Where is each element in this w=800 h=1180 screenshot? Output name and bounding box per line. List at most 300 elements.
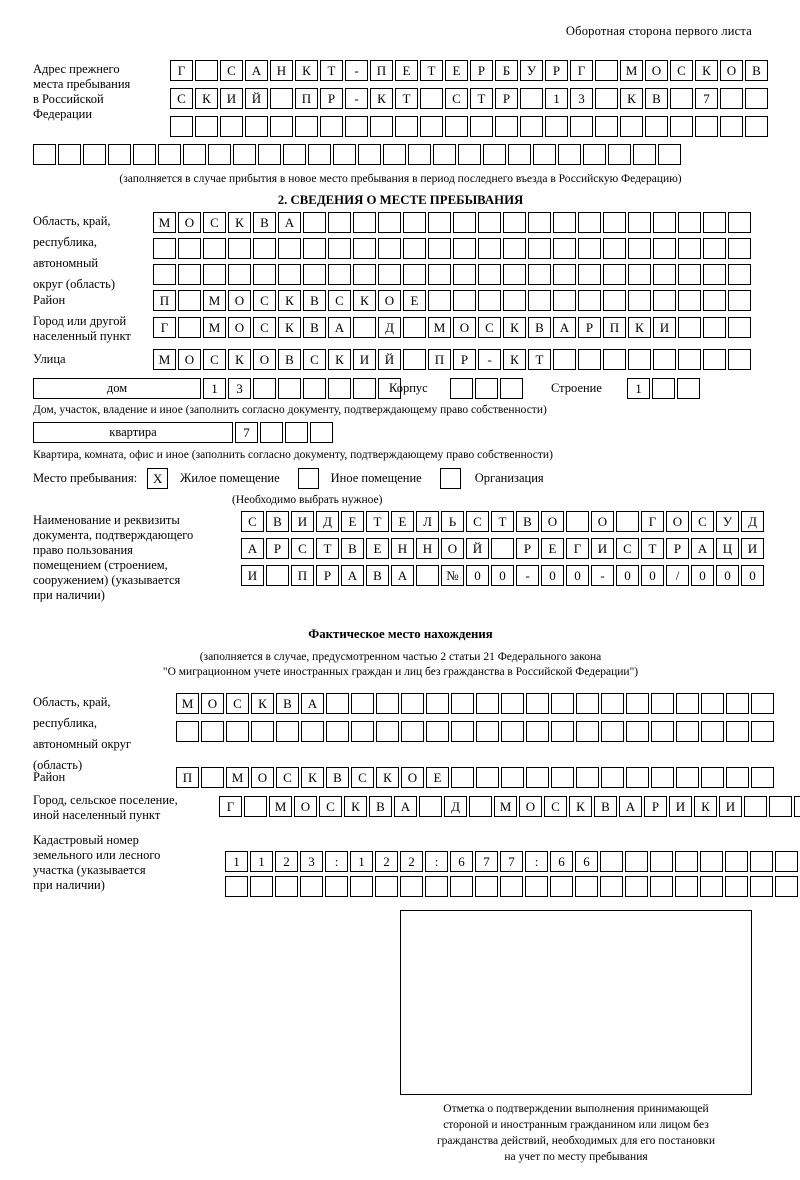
- document-cell[interactable]: Е: [341, 511, 364, 532]
- cadastral-cell[interactable]: [700, 876, 723, 897]
- city-cell[interactable]: В: [528, 317, 551, 338]
- region-cell[interactable]: [403, 238, 426, 259]
- actual-district-cell[interactable]: [701, 767, 724, 788]
- stroenie-cell[interactable]: 1: [627, 378, 650, 399]
- prev-address-cell[interactable]: [395, 116, 418, 137]
- region-cell[interactable]: [553, 212, 576, 233]
- document-cell[interactable]: О: [541, 511, 564, 532]
- prev-address-cell[interactable]: [295, 116, 318, 137]
- district-cell[interactable]: [478, 290, 501, 311]
- cadastral-cell[interactable]: [225, 876, 248, 897]
- document-cell[interactable]: Р: [266, 538, 289, 559]
- actual-region-row-1[interactable]: [176, 693, 776, 714]
- prev-address-cell[interactable]: 7: [695, 88, 718, 109]
- actual-district-cell[interactable]: С: [351, 767, 374, 788]
- house-cells[interactable]: [203, 378, 403, 399]
- city-cell[interactable]: Г: [153, 317, 176, 338]
- actual-region-cell[interactable]: [501, 693, 524, 714]
- prev-address-cell[interactable]: [420, 88, 443, 109]
- actual-region-cell[interactable]: [326, 693, 349, 714]
- prev-address-cell[interactable]: [220, 116, 243, 137]
- prev-address-cell[interactable]: [670, 116, 693, 137]
- prev-address-row-2[interactable]: [170, 88, 770, 109]
- document-cell[interactable]: Т: [491, 511, 514, 532]
- document-cell[interactable]: Р: [316, 565, 339, 586]
- prev-address-cell[interactable]: [620, 116, 643, 137]
- actual-district-cell[interactable]: О: [251, 767, 274, 788]
- house-cell[interactable]: [303, 378, 326, 399]
- actual-city-cell[interactable]: М: [269, 796, 292, 817]
- cadastral-cell[interactable]: [650, 876, 673, 897]
- region-cell[interactable]: [378, 212, 401, 233]
- region-cell[interactable]: [603, 212, 626, 233]
- actual-region-cell[interactable]: [576, 693, 599, 714]
- prev-address-cell[interactable]: [370, 116, 393, 137]
- document-cell[interactable]: А: [341, 565, 364, 586]
- actual-district-cell[interactable]: С: [276, 767, 299, 788]
- document-cell[interactable]: 0: [616, 565, 639, 586]
- district-cell[interactable]: [628, 290, 651, 311]
- cadastral-cell[interactable]: [650, 851, 673, 872]
- actual-district-cell[interactable]: [626, 767, 649, 788]
- city-cell[interactable]: И: [653, 317, 676, 338]
- street-cell[interactable]: [703, 349, 726, 370]
- region-cell[interactable]: [453, 264, 476, 285]
- document-cell[interactable]: П: [291, 565, 314, 586]
- prev-address-cell[interactable]: [408, 144, 431, 165]
- region-cell[interactable]: [178, 238, 201, 259]
- cadastral-row-1[interactable]: [225, 851, 800, 872]
- region-cell[interactable]: [653, 238, 676, 259]
- cadastral-cell[interactable]: 1: [250, 851, 273, 872]
- actual-region-cell[interactable]: [301, 721, 324, 742]
- city-cell[interactable]: [403, 317, 426, 338]
- actual-region-cell[interactable]: [501, 721, 524, 742]
- prev-address-cell[interactable]: [58, 144, 81, 165]
- district-cell[interactable]: О: [228, 290, 251, 311]
- prev-address-cell[interactable]: [208, 144, 231, 165]
- street-cell[interactable]: [653, 349, 676, 370]
- cadastral-cell[interactable]: 7: [500, 851, 523, 872]
- region-cell[interactable]: [153, 264, 176, 285]
- city-cell[interactable]: А: [328, 317, 351, 338]
- actual-district-cell[interactable]: [551, 767, 574, 788]
- region-cell[interactable]: [453, 212, 476, 233]
- district-cell[interactable]: [503, 290, 526, 311]
- region-cell[interactable]: [378, 264, 401, 285]
- city-cell[interactable]: П: [603, 317, 626, 338]
- prev-address-cell[interactable]: [545, 116, 568, 137]
- cadastral-cell[interactable]: [625, 851, 648, 872]
- flat-cell[interactable]: [310, 422, 333, 443]
- city-cell[interactable]: К: [278, 317, 301, 338]
- actual-region-cell[interactable]: [576, 721, 599, 742]
- house-cell[interactable]: [278, 378, 301, 399]
- document-cell[interactable]: -: [591, 565, 614, 586]
- region-cell[interactable]: [528, 212, 551, 233]
- prev-address-cell[interactable]: 1: [545, 88, 568, 109]
- city-cell[interactable]: Р: [578, 317, 601, 338]
- actual-district-cell[interactable]: [201, 767, 224, 788]
- document-cell[interactable]: У: [716, 511, 739, 532]
- region-cell[interactable]: А: [278, 212, 301, 233]
- prev-address-cell[interactable]: [83, 144, 106, 165]
- city-cell[interactable]: К: [503, 317, 526, 338]
- actual-region-cell[interactable]: [626, 721, 649, 742]
- street-cell[interactable]: С: [203, 349, 226, 370]
- prev-address-cell[interactable]: Г: [170, 60, 193, 81]
- prev-address-cell[interactable]: И: [220, 88, 243, 109]
- prev-address-cell[interactable]: [308, 144, 331, 165]
- document-cell[interactable]: Ь: [441, 511, 464, 532]
- street-cell[interactable]: С: [303, 349, 326, 370]
- actual-district-row[interactable]: [176, 767, 776, 788]
- region-cell[interactable]: [203, 238, 226, 259]
- document-cell[interactable]: С: [466, 511, 489, 532]
- document-cell[interactable]: [266, 565, 289, 586]
- prev-address-row-3[interactable]: [170, 116, 770, 137]
- actual-district-cell[interactable]: К: [301, 767, 324, 788]
- cadastral-cell[interactable]: [700, 851, 723, 872]
- prev-address-cell[interactable]: К: [695, 60, 718, 81]
- document-cell[interactable]: И: [591, 538, 614, 559]
- prev-address-cell[interactable]: [170, 116, 193, 137]
- cadastral-cell[interactable]: 1: [350, 851, 373, 872]
- cadastral-cell[interactable]: [275, 876, 298, 897]
- street-cell[interactable]: П: [428, 349, 451, 370]
- prev-address-cell[interactable]: [195, 116, 218, 137]
- region-cell[interactable]: [703, 264, 726, 285]
- prev-address-cell[interactable]: Т: [420, 60, 443, 81]
- region-row-2[interactable]: [153, 238, 753, 259]
- actual-region-cell[interactable]: [401, 693, 424, 714]
- region-row-3[interactable]: [153, 264, 753, 285]
- actual-region-cell[interactable]: [376, 721, 399, 742]
- cadastral-cell[interactable]: [475, 876, 498, 897]
- region-cell[interactable]: [303, 264, 326, 285]
- city-cell[interactable]: О: [228, 317, 251, 338]
- prev-address-cell[interactable]: [645, 116, 668, 137]
- prev-address-cell[interactable]: О: [645, 60, 668, 81]
- region-cell[interactable]: [228, 238, 251, 259]
- actual-region-cell[interactable]: [451, 693, 474, 714]
- actual-city-cell[interactable]: С: [544, 796, 567, 817]
- district-cell[interactable]: [453, 290, 476, 311]
- actual-city-cell[interactable]: К: [569, 796, 592, 817]
- region-cell[interactable]: [553, 264, 576, 285]
- region-cell[interactable]: [603, 264, 626, 285]
- street-cell[interactable]: [603, 349, 626, 370]
- prev-address-cell[interactable]: [433, 144, 456, 165]
- actual-city-cell[interactable]: И: [719, 796, 742, 817]
- region-cell[interactable]: [428, 212, 451, 233]
- region-cell[interactable]: [353, 264, 376, 285]
- document-cell[interactable]: Е: [541, 538, 564, 559]
- document-cell[interactable]: [566, 511, 589, 532]
- street-cell[interactable]: В: [278, 349, 301, 370]
- actual-district-cell[interactable]: [576, 767, 599, 788]
- prev-address-cell[interactable]: [583, 144, 606, 165]
- prev-address-cell[interactable]: К: [620, 88, 643, 109]
- district-cell[interactable]: К: [353, 290, 376, 311]
- street-cell[interactable]: Й: [378, 349, 401, 370]
- korpus-cell[interactable]: [500, 378, 523, 399]
- cadastral-cell[interactable]: [375, 876, 398, 897]
- document-cell[interactable]: В: [341, 538, 364, 559]
- district-cell[interactable]: [428, 290, 451, 311]
- document-cell[interactable]: И: [741, 538, 764, 559]
- korpus-cell[interactable]: [450, 378, 473, 399]
- prev-address-cell[interactable]: Т: [320, 60, 343, 81]
- actual-region-cell[interactable]: О: [201, 693, 224, 714]
- document-cell[interactable]: Т: [366, 511, 389, 532]
- region-cell[interactable]: [503, 264, 526, 285]
- district-cell[interactable]: М: [203, 290, 226, 311]
- document-cell[interactable]: И: [241, 565, 264, 586]
- cadastral-cell[interactable]: 1: [225, 851, 248, 872]
- street-cell[interactable]: К: [228, 349, 251, 370]
- region-cell[interactable]: [578, 264, 601, 285]
- street-cell[interactable]: Р: [453, 349, 476, 370]
- district-cell[interactable]: [653, 290, 676, 311]
- cadastral-cell[interactable]: [675, 876, 698, 897]
- document-cell[interactable]: С: [291, 538, 314, 559]
- document-row-1[interactable]: [241, 511, 766, 532]
- document-cell[interactable]: Ц: [716, 538, 739, 559]
- region-cell[interactable]: М: [153, 212, 176, 233]
- house-cell[interactable]: [328, 378, 351, 399]
- region-cell[interactable]: [678, 212, 701, 233]
- actual-district-cell[interactable]: [751, 767, 774, 788]
- document-cell[interactable]: Д: [316, 511, 339, 532]
- actual-region-cell[interactable]: [251, 721, 274, 742]
- actual-city-cell[interactable]: М: [494, 796, 517, 817]
- actual-district-cell[interactable]: К: [376, 767, 399, 788]
- cadastral-cell[interactable]: [775, 876, 798, 897]
- cadastral-cell[interactable]: [400, 876, 423, 897]
- prev-address-cell[interactable]: [533, 144, 556, 165]
- actual-district-cell[interactable]: [726, 767, 749, 788]
- prev-address-cell[interactable]: -: [345, 88, 368, 109]
- actual-district-cell[interactable]: В: [326, 767, 349, 788]
- cadastral-cell[interactable]: 6: [450, 851, 473, 872]
- house-cell[interactable]: [253, 378, 276, 399]
- document-cell[interactable]: Т: [641, 538, 664, 559]
- actual-region-cell[interactable]: [176, 721, 199, 742]
- prev-address-cell[interactable]: С: [670, 60, 693, 81]
- actual-region-cell[interactable]: [701, 721, 724, 742]
- actual-city-cell[interactable]: [769, 796, 792, 817]
- actual-city-cell[interactable]: [794, 796, 800, 817]
- actual-region-cell[interactable]: [201, 721, 224, 742]
- cadastral-cell[interactable]: [750, 851, 773, 872]
- region-cell[interactable]: [653, 212, 676, 233]
- prev-address-cell[interactable]: [133, 144, 156, 165]
- actual-region-cell[interactable]: А: [301, 693, 324, 714]
- prev-address-cell[interactable]: П: [295, 88, 318, 109]
- prev-address-cell[interactable]: [470, 116, 493, 137]
- street-cell[interactable]: О: [253, 349, 276, 370]
- district-cell[interactable]: [603, 290, 626, 311]
- city-cell[interactable]: А: [553, 317, 576, 338]
- document-cell[interactable]: Г: [641, 511, 664, 532]
- district-cell[interactable]: [703, 290, 726, 311]
- street-cell[interactable]: -: [478, 349, 501, 370]
- region-cell[interactable]: [653, 264, 676, 285]
- actual-district-cell[interactable]: Е: [426, 767, 449, 788]
- document-cell[interactable]: №: [441, 565, 464, 586]
- document-cell[interactable]: [616, 511, 639, 532]
- actual-city-cell[interactable]: И: [669, 796, 692, 817]
- stroenie-cells[interactable]: [627, 378, 702, 399]
- actual-city-cell[interactable]: А: [619, 796, 642, 817]
- street-cell[interactable]: [553, 349, 576, 370]
- city-cell[interactable]: С: [253, 317, 276, 338]
- region-cell[interactable]: [703, 212, 726, 233]
- actual-city-cell[interactable]: К: [344, 796, 367, 817]
- region-cell[interactable]: [403, 212, 426, 233]
- region-cell[interactable]: О: [178, 212, 201, 233]
- document-cell[interactable]: 0: [716, 565, 739, 586]
- prev-address-cell[interactable]: М: [620, 60, 643, 81]
- region-cell[interactable]: [603, 238, 626, 259]
- region-cell[interactable]: [428, 264, 451, 285]
- district-cell[interactable]: [678, 290, 701, 311]
- district-cell[interactable]: [553, 290, 576, 311]
- document-cell[interactable]: Н: [391, 538, 414, 559]
- region-cell[interactable]: [478, 238, 501, 259]
- actual-region-cell[interactable]: [326, 721, 349, 742]
- prev-address-cell[interactable]: [320, 116, 343, 137]
- region-cell[interactable]: [203, 264, 226, 285]
- document-cell[interactable]: Д: [741, 511, 764, 532]
- prev-address-cell[interactable]: Р: [495, 88, 518, 109]
- region-cell[interactable]: [453, 238, 476, 259]
- region-cell[interactable]: [328, 238, 351, 259]
- actual-region-row-2[interactable]: [176, 721, 776, 742]
- region-cell[interactable]: [578, 238, 601, 259]
- region-cell[interactable]: [528, 238, 551, 259]
- prev-address-cell[interactable]: [358, 144, 381, 165]
- region-cell[interactable]: [303, 212, 326, 233]
- prev-address-cell[interactable]: [108, 144, 131, 165]
- actual-region-cell[interactable]: [401, 721, 424, 742]
- document-cell[interactable]: /: [666, 565, 689, 586]
- region-cell[interactable]: [628, 238, 651, 259]
- district-row[interactable]: [153, 290, 753, 311]
- prev-address-cell[interactable]: [595, 88, 618, 109]
- actual-city-cell[interactable]: К: [694, 796, 717, 817]
- actual-district-cell[interactable]: О: [401, 767, 424, 788]
- prev-address-cell[interactable]: [720, 88, 743, 109]
- actual-region-cell[interactable]: [551, 693, 574, 714]
- prev-address-cell[interactable]: Р: [470, 60, 493, 81]
- stamp-box[interactable]: [400, 910, 752, 1095]
- stay-type-residential-checkbox[interactable]: X: [147, 468, 168, 489]
- cadastral-cell[interactable]: 2: [375, 851, 398, 872]
- cadastral-cell[interactable]: [725, 851, 748, 872]
- korpus-cells[interactable]: [450, 378, 525, 399]
- cadastral-cell[interactable]: [350, 876, 373, 897]
- actual-region-cell[interactable]: [426, 721, 449, 742]
- actual-district-cell[interactable]: [601, 767, 624, 788]
- city-cell[interactable]: [353, 317, 376, 338]
- actual-region-cell[interactable]: [601, 693, 624, 714]
- cadastral-cell[interactable]: [500, 876, 523, 897]
- district-cell[interactable]: С: [253, 290, 276, 311]
- actual-region-cell[interactable]: [751, 693, 774, 714]
- prev-address-cell[interactable]: Т: [470, 88, 493, 109]
- prev-address-cell[interactable]: [283, 144, 306, 165]
- region-cell[interactable]: [553, 238, 576, 259]
- district-cell[interactable]: О: [378, 290, 401, 311]
- actual-region-cell[interactable]: [226, 721, 249, 742]
- street-cell[interactable]: О: [178, 349, 201, 370]
- actual-city-cell[interactable]: [244, 796, 267, 817]
- prev-address-cell[interactable]: [658, 144, 681, 165]
- region-cell[interactable]: [728, 238, 751, 259]
- prev-address-cell[interactable]: [508, 144, 531, 165]
- region-cell[interactable]: [228, 264, 251, 285]
- document-cell[interactable]: А: [391, 565, 414, 586]
- actual-region-cell[interactable]: [651, 693, 674, 714]
- region-cell[interactable]: [478, 264, 501, 285]
- region-cell[interactable]: [253, 264, 276, 285]
- street-row[interactable]: [153, 349, 753, 370]
- prev-address-cell[interactable]: Б: [495, 60, 518, 81]
- actual-district-cell[interactable]: М: [226, 767, 249, 788]
- prev-address-cell[interactable]: Т: [395, 88, 418, 109]
- region-cell[interactable]: [503, 238, 526, 259]
- cadastral-cell[interactable]: 3: [300, 851, 323, 872]
- street-cell[interactable]: Т: [528, 349, 551, 370]
- city-cell[interactable]: [178, 317, 201, 338]
- actual-city-cell[interactable]: [469, 796, 492, 817]
- cadastral-cell[interactable]: [425, 876, 448, 897]
- city-cell[interactable]: С: [478, 317, 501, 338]
- prev-address-cell[interactable]: Е: [445, 60, 468, 81]
- prev-address-cell[interactable]: [33, 144, 56, 165]
- prev-address-cell[interactable]: Р: [320, 88, 343, 109]
- region-cell[interactable]: С: [203, 212, 226, 233]
- flat-cell[interactable]: [260, 422, 283, 443]
- actual-city-cell[interactable]: [419, 796, 442, 817]
- city-cell[interactable]: К: [628, 317, 651, 338]
- actual-region-cell[interactable]: [426, 693, 449, 714]
- prev-address-cell[interactable]: [608, 144, 631, 165]
- document-cell[interactable]: Е: [391, 511, 414, 532]
- flat-cell[interactable]: 7: [235, 422, 258, 443]
- street-cell[interactable]: [728, 349, 751, 370]
- prev-address-cell[interactable]: К: [295, 60, 318, 81]
- actual-city-cell[interactable]: О: [519, 796, 542, 817]
- stay-type-other-checkbox[interactable]: [298, 468, 319, 489]
- actual-region-cell[interactable]: [626, 693, 649, 714]
- actual-region-cell[interactable]: [526, 693, 549, 714]
- cadastral-cell[interactable]: [600, 876, 623, 897]
- prev-address-cell[interactable]: [183, 144, 206, 165]
- prev-address-cell[interactable]: [270, 88, 293, 109]
- region-cell[interactable]: [253, 238, 276, 259]
- region-cell[interactable]: [353, 212, 376, 233]
- prev-address-cell[interactable]: [595, 116, 618, 137]
- actual-district-cell[interactable]: [501, 767, 524, 788]
- prev-address-row-4[interactable]: [33, 144, 683, 165]
- document-row-2[interactable]: [241, 538, 766, 559]
- cadastral-cell[interactable]: 2: [400, 851, 423, 872]
- actual-city-cell[interactable]: [744, 796, 767, 817]
- actual-city-cell[interactable]: О: [294, 796, 317, 817]
